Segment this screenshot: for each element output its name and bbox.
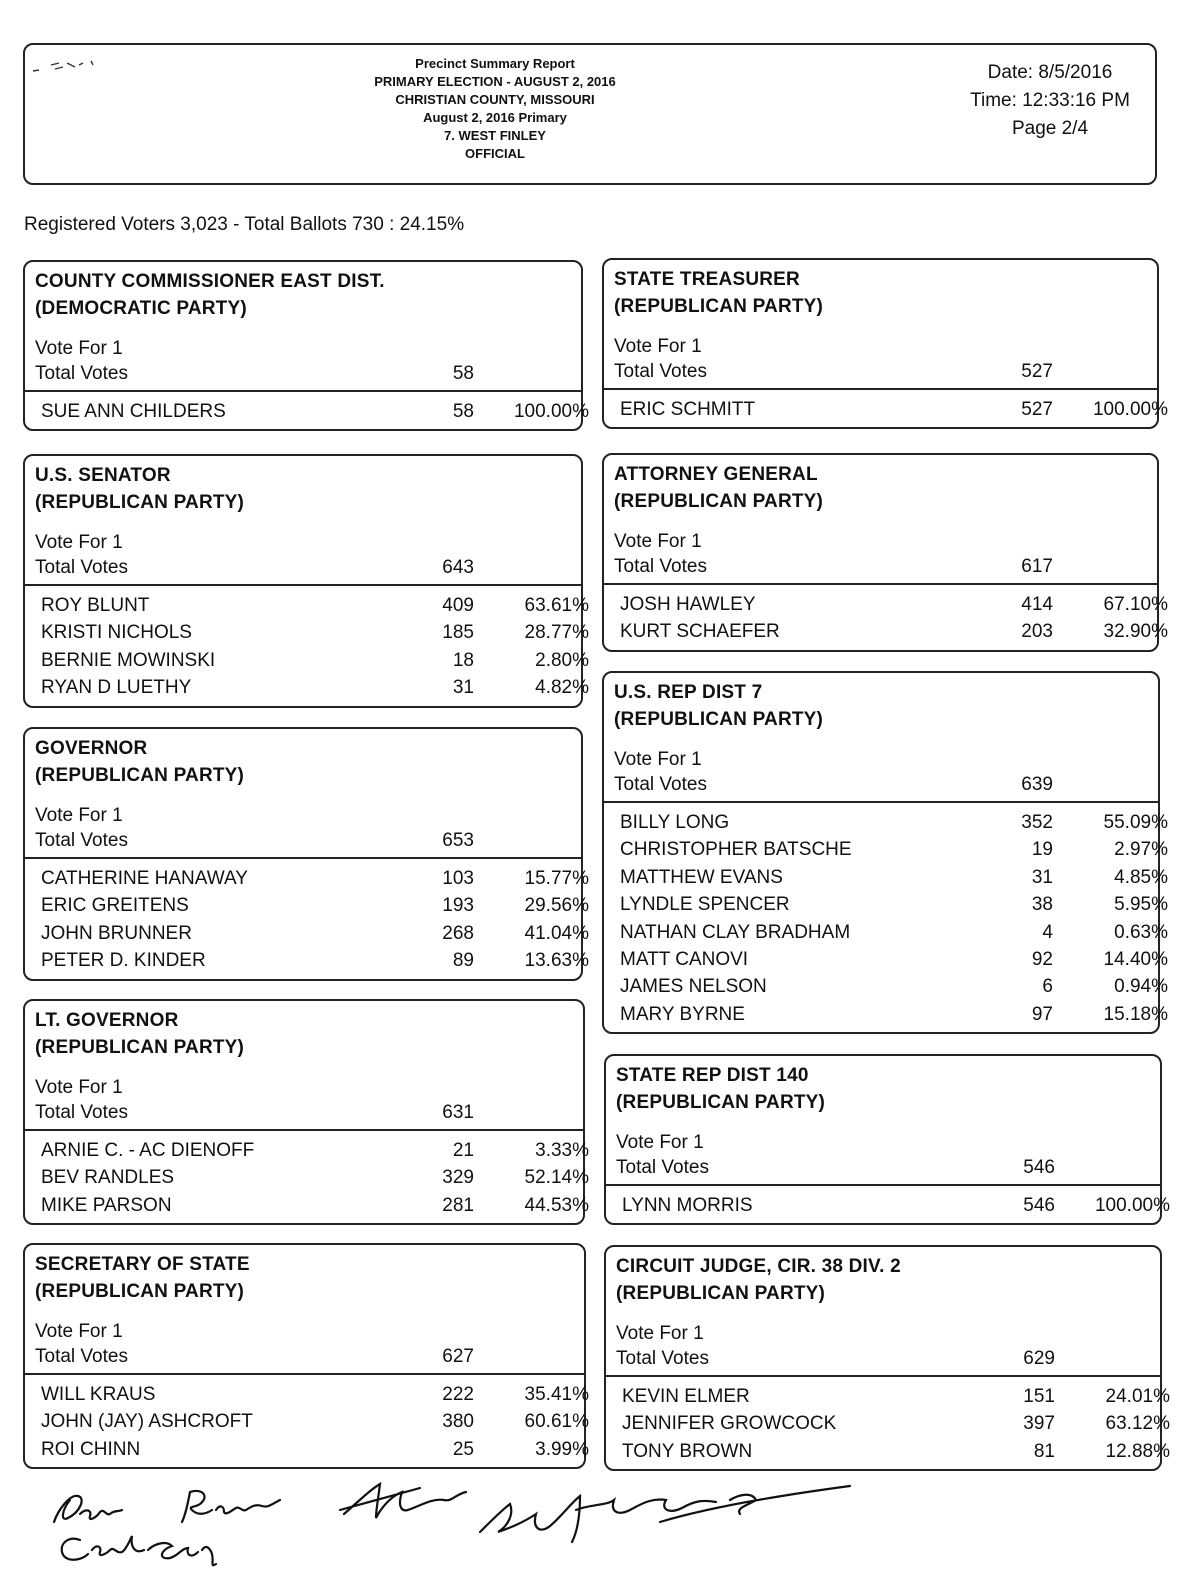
total-votes-label: Total Votes	[616, 1348, 709, 1369]
total-votes-label: Total Votes	[35, 830, 128, 851]
total-votes-value: 527	[1021, 361, 1053, 382]
page-number: Page 2/4	[1011, 118, 1089, 139]
candidate-row	[25, 398, 589, 425]
report-header	[23, 43, 1157, 185]
candidate-name: JOSH HAWLEY	[620, 594, 756, 615]
official-label: OFFICIAL	[465, 146, 525, 161]
report-time: Time: 12:33:16 PM	[970, 90, 1130, 111]
candidate-row	[604, 618, 1168, 645]
race-office: CIRCUIT JUDGE, CIR. 38 DIV. 2	[616, 1256, 901, 1277]
candidate-name: BEV RANDLES	[41, 1167, 175, 1189]
race-party: (REPUBLICAN PARTY)	[35, 765, 245, 786]
candidate-votes: 409	[442, 595, 474, 616]
race-box	[23, 999, 589, 1225]
candidate-percent: 14.40%	[1103, 948, 1168, 970]
race-box	[23, 260, 589, 431]
report-date: Date: 8/5/2016	[987, 62, 1113, 83]
total-votes-row	[25, 555, 581, 584]
total-votes-row	[25, 361, 581, 390]
candidate-percent: 55.09%	[1103, 812, 1168, 833]
election-name: PRIMARY ELECTION - AUGUST 2, 2016	[374, 74, 616, 89]
candidate-votes: 103	[442, 868, 474, 889]
candidate-row	[25, 920, 589, 947]
scribble-mark	[31, 55, 111, 77]
candidate-votes: 81	[1033, 1440, 1055, 1462]
candidate-percent: 35.41%	[524, 1384, 589, 1405]
candidate-votes: 97	[1031, 1003, 1053, 1025]
candidate-votes: 193	[442, 895, 474, 917]
candidate-votes: 329	[442, 1167, 474, 1189]
total-votes-row	[604, 772, 1158, 801]
candidate-percent: 15.77%	[524, 868, 589, 889]
candidate-row	[604, 864, 1168, 891]
total-votes-row	[25, 1344, 584, 1373]
race-office: U.S. SENATOR	[35, 465, 171, 486]
total-votes-value: 617	[1021, 556, 1053, 577]
candidate-votes: 18	[452, 649, 474, 671]
candidate-name: TONY BROWN	[622, 1440, 753, 1462]
candidate-list	[25, 1129, 589, 1223]
candidate-row	[606, 1383, 1170, 1410]
race-party: (REPUBLICAN PARTY)	[35, 1281, 245, 1302]
candidate-percent: 67.10%	[1103, 594, 1168, 615]
candidate-row	[604, 591, 1168, 618]
race-box	[23, 727, 589, 981]
candidate-percent: 0.94%	[1114, 976, 1168, 998]
candidate-row	[25, 619, 589, 646]
race-office: STATE REP DIST 140	[616, 1065, 809, 1086]
race-title	[25, 1001, 583, 1061]
candidate-name: JENNIFER GROWCOCK	[622, 1413, 837, 1435]
candidate-name: JAMES NELSON	[620, 976, 767, 998]
candidate-percent: 41.04%	[524, 922, 589, 944]
candidate-votes: 281	[442, 1194, 474, 1216]
candidate-name: KURT SCHAEFER	[620, 621, 780, 643]
total-votes-row	[606, 1346, 1160, 1375]
report-meta	[955, 59, 1145, 143]
candidate-percent: 29.56%	[524, 895, 589, 917]
race-party: (REPUBLICAN PARTY)	[614, 491, 824, 512]
candidate-percent: 100.00%	[513, 401, 589, 422]
candidate-name: ROI CHINN	[41, 1438, 141, 1460]
race-title	[25, 1245, 584, 1305]
race-box	[602, 671, 1168, 1034]
candidate-percent: 2.97%	[1114, 839, 1168, 861]
candidate-percent: 28.77%	[524, 622, 589, 644]
total-votes-label: Total Votes	[614, 556, 707, 577]
race-title	[604, 673, 1158, 733]
candidate-votes: 414	[1021, 594, 1053, 615]
candidate-row	[25, 892, 589, 919]
candidate-name: BILLY LONG	[620, 812, 730, 833]
candidate-name: LYNN MORRIS	[622, 1195, 753, 1216]
total-votes-label: Total Votes	[35, 557, 128, 578]
race-box	[23, 1243, 589, 1469]
candidate-row	[25, 1164, 589, 1191]
race-office: U.S. REP DIST 7	[614, 682, 763, 703]
candidate-name: MATT CANOVI	[620, 948, 749, 970]
candidate-votes: 31	[1031, 866, 1053, 888]
candidate-name: SUE ANN CHILDERS	[41, 401, 226, 422]
candidate-list	[604, 388, 1168, 427]
candidate-row	[25, 592, 589, 619]
candidate-votes: 31	[452, 677, 474, 699]
candidate-list	[604, 801, 1168, 1032]
candidate-votes: 268	[442, 922, 474, 944]
candidate-percent: 32.90%	[1103, 621, 1168, 643]
candidate-name: PETER D. KINDER	[41, 950, 206, 972]
total-votes-label: Total Votes	[614, 361, 707, 382]
vote-for-label: Vote For 1	[614, 749, 702, 770]
vote-for-label: Vote For 1	[35, 1077, 123, 1098]
candidate-votes: 546	[1023, 1195, 1055, 1216]
total-votes-label: Total Votes	[614, 774, 707, 795]
candidate-row	[606, 1410, 1170, 1437]
total-votes-label: Total Votes	[35, 1346, 128, 1367]
signatures	[40, 1470, 860, 1570]
candidate-votes: 89	[452, 950, 474, 972]
total-votes-value: 631	[442, 1102, 474, 1123]
candidate-votes: 19	[1031, 839, 1053, 861]
candidate-percent: 100.00%	[1094, 1195, 1170, 1216]
candidate-name: ERIC GREITENS	[41, 895, 189, 917]
candidate-votes: 25	[452, 1438, 474, 1460]
candidate-row	[25, 1192, 589, 1219]
candidate-row	[25, 674, 589, 701]
vote-for-label: Vote For 1	[35, 338, 123, 359]
candidate-row	[604, 809, 1168, 836]
candidate-name: MARY BYRNE	[620, 1003, 745, 1025]
race-title	[25, 262, 581, 322]
candidate-name: KEVIN ELMER	[622, 1386, 750, 1407]
candidate-name: BERNIE MOWINSKI	[41, 649, 216, 671]
total-votes-label: Total Votes	[35, 363, 128, 384]
candidate-name: JOHN (JAY) ASHCROFT	[41, 1411, 253, 1433]
candidate-list	[25, 584, 589, 706]
candidate-list	[606, 1184, 1170, 1223]
candidate-votes: 352	[1021, 812, 1053, 833]
candidate-votes: 222	[442, 1384, 474, 1405]
race-party: (REPUBLICAN PARTY)	[35, 492, 245, 513]
total-votes-value: 627	[442, 1346, 474, 1367]
candidate-row	[25, 1408, 589, 1435]
race-box	[602, 453, 1168, 652]
race-party: (REPUBLICAN PARTY)	[616, 1283, 826, 1304]
candidate-percent: 100.00%	[1092, 399, 1168, 420]
candidate-percent: 4.82%	[535, 677, 589, 699]
race-office: SECRETARY OF STATE	[35, 1254, 250, 1275]
race-title	[25, 729, 581, 789]
total-votes-value: 639	[1021, 774, 1053, 795]
candidate-row	[25, 647, 589, 674]
total-votes-row	[604, 554, 1157, 583]
candidate-percent: 3.33%	[535, 1140, 589, 1161]
candidate-name: MIKE PARSON	[41, 1194, 172, 1216]
total-votes-row	[25, 1100, 583, 1129]
race-office: STATE TREASURER	[614, 269, 800, 290]
candidate-list	[606, 1375, 1170, 1469]
candidate-votes: 380	[442, 1411, 474, 1433]
race-office: ATTORNEY GENERAL	[614, 464, 818, 485]
candidate-votes: 397	[1023, 1413, 1055, 1435]
candidate-row	[604, 1001, 1168, 1028]
candidate-votes: 527	[1021, 399, 1053, 420]
candidate-votes: 58	[452, 401, 474, 422]
candidate-row	[606, 1192, 1170, 1219]
total-votes-value: 653	[442, 830, 474, 851]
race-party: (REPUBLICAN PARTY)	[614, 709, 824, 730]
candidate-name: CHRISTOPHER BATSCHE	[620, 839, 852, 861]
race-box	[604, 1245, 1170, 1471]
candidate-percent: 3.99%	[535, 1438, 589, 1460]
candidate-percent: 15.18%	[1103, 1003, 1168, 1025]
race-title	[604, 260, 1157, 320]
candidate-name: JOHN BRUNNER	[41, 922, 192, 944]
candidate-percent: 60.61%	[524, 1411, 589, 1433]
county-name: CHRISTIAN COUNTY, MISSOURI	[395, 92, 595, 107]
candidate-votes: 6	[1042, 976, 1053, 998]
candidate-percent: 44.53%	[524, 1194, 589, 1216]
total-votes-row	[606, 1155, 1160, 1184]
race-party: (REPUBLICAN PARTY)	[35, 1037, 245, 1058]
registered-voters-summary: Registered Voters 3,023 - Total Ballots 730 : 24.15%	[24, 214, 465, 235]
candidate-list	[25, 857, 589, 979]
candidate-votes: 151	[1023, 1386, 1055, 1407]
candidate-votes: 203	[1021, 621, 1053, 643]
candidate-percent: 13.63%	[524, 950, 589, 972]
candidate-name: ERIC SCHMITT	[620, 399, 756, 420]
candidate-percent: 5.95%	[1114, 894, 1168, 916]
candidate-votes: 38	[1031, 894, 1053, 916]
candidate-list	[25, 390, 589, 429]
race-title	[604, 455, 1157, 515]
candidate-name: ROY BLUNT	[41, 595, 150, 616]
candidate-row	[604, 919, 1168, 946]
candidate-name: MATTHEW EVANS	[620, 866, 783, 888]
race-box	[23, 454, 589, 708]
race-party: (REPUBLICAN PARTY)	[614, 296, 824, 317]
total-votes-value: 546	[1023, 1157, 1055, 1178]
race-office: GOVERNOR	[35, 738, 148, 759]
candidate-votes: 21	[452, 1140, 474, 1161]
candidate-name: LYNDLE SPENCER	[620, 894, 790, 916]
vote-for-label: Vote For 1	[35, 532, 123, 553]
race-title	[606, 1247, 1160, 1307]
candidate-name: CATHERINE HANAWAY	[41, 868, 248, 889]
candidate-percent: 63.12%	[1105, 1413, 1170, 1435]
vote-for-label: Vote For 1	[616, 1132, 704, 1153]
report-title: Precinct Summary Report	[415, 56, 575, 71]
candidate-row	[604, 396, 1168, 423]
total-votes-value: 643	[442, 557, 474, 578]
candidate-votes: 185	[442, 622, 474, 644]
vote-for-label: Vote For 1	[616, 1323, 704, 1344]
candidate-percent: 12.88%	[1105, 1440, 1170, 1462]
report-title-block	[325, 55, 665, 163]
candidate-list	[25, 1373, 589, 1467]
candidate-name: NATHAN CLAY BRADHAM	[620, 921, 851, 943]
candidate-row	[25, 1436, 589, 1463]
vote-for-label: Vote For 1	[614, 336, 702, 357]
candidate-percent: 0.63%	[1114, 921, 1168, 943]
candidate-row	[25, 1381, 589, 1408]
candidate-percent: 63.61%	[524, 595, 589, 616]
candidate-row	[604, 946, 1168, 973]
race-office: COUNTY COMMISSIONER EAST DIST.	[35, 271, 385, 292]
candidate-row	[604, 973, 1168, 1000]
candidate-row	[604, 836, 1168, 863]
race-office: LT. GOVERNOR	[35, 1010, 179, 1031]
vote-for-label: Vote For 1	[614, 531, 702, 552]
candidate-name: KRISTI NICHOLS	[41, 622, 192, 644]
total-votes-label: Total Votes	[616, 1157, 709, 1178]
vote-for-label: Vote For 1	[35, 1321, 123, 1342]
candidate-row	[25, 865, 589, 892]
candidate-percent: 4.85%	[1114, 866, 1168, 888]
candidate-name: RYAN D LUETHY	[41, 677, 192, 699]
race-title	[25, 456, 581, 516]
candidate-row	[604, 891, 1168, 918]
candidate-percent: 2.80%	[535, 649, 589, 671]
race-title	[606, 1056, 1160, 1116]
precinct-name: 7. WEST FINLEY	[444, 128, 546, 143]
total-votes-label: Total Votes	[35, 1102, 128, 1123]
candidate-row	[25, 947, 589, 974]
candidate-percent: 52.14%	[524, 1167, 589, 1189]
total-votes-row	[604, 359, 1157, 388]
race-box	[604, 1054, 1170, 1225]
race-party: (DEMOCRATIC PARTY)	[35, 298, 247, 319]
race-party: (REPUBLICAN PARTY)	[616, 1092, 826, 1113]
total-votes-row	[25, 828, 581, 857]
candidate-list	[604, 583, 1168, 650]
candidate-name: WILL KRAUS	[41, 1384, 156, 1405]
total-votes-value: 629	[1023, 1348, 1055, 1369]
candidate-votes: 4	[1042, 921, 1053, 943]
candidate-percent: 24.01%	[1105, 1386, 1170, 1407]
candidate-row	[25, 1137, 589, 1164]
election-date: August 2, 2016 Primary	[423, 110, 567, 125]
total-votes-value: 58	[452, 363, 474, 384]
candidate-name: ARNIE C. - AC DIENOFF	[41, 1140, 255, 1161]
candidate-votes: 92	[1031, 948, 1053, 970]
candidate-row	[606, 1438, 1170, 1465]
vote-for-label: Vote For 1	[35, 805, 123, 826]
race-box	[602, 258, 1168, 429]
